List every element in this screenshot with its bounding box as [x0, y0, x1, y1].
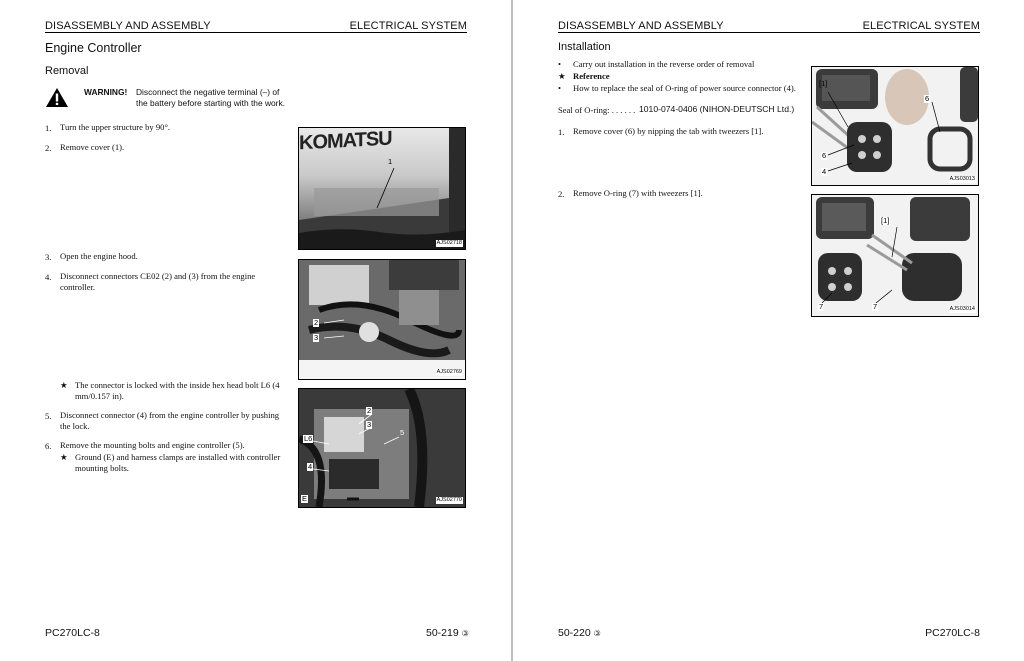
- step-text: Remove the mounting bolts and engine controller (5).: [60, 440, 245, 450]
- footer-model: PC270LC-8: [45, 627, 100, 639]
- step-number: 3.: [45, 252, 52, 262]
- footer-page-number: [558, 627, 601, 639]
- figure-id: AJS02769: [436, 369, 462, 375]
- figure-callout: 3: [314, 333, 319, 342]
- page-number: 50-220: [558, 627, 591, 639]
- figure-engine-controller: [298, 388, 466, 508]
- step-number: 1.: [45, 123, 52, 133]
- subsection-title: Removal: [45, 65, 89, 77]
- figure-engine-controller-image: [299, 389, 465, 507]
- figure-oring-removal-image: [812, 195, 978, 316]
- note-text-line1: The connector is locked with the inside hex head bolt L6 (4: [75, 380, 280, 390]
- figure-cover-removal: [811, 66, 979, 186]
- reference-label: Reference: [573, 71, 610, 81]
- step-number: 1.: [558, 127, 565, 137]
- section-title: Engine Controller: [45, 41, 142, 55]
- header-chapter: DISASSEMBLY AND ASSEMBLY: [45, 20, 211, 32]
- header-rule: [45, 32, 467, 33]
- footer-model: PC270LC-8: [925, 627, 980, 639]
- figure-callout: [1]: [819, 79, 828, 88]
- figure-callout: 6: [822, 151, 827, 160]
- note-text-line2: mounting bolts.: [75, 463, 129, 473]
- note-text-line1: Ground (E) and harness clamps are installed with controller: [75, 452, 281, 462]
- warning-text-line1: Disconnect the negative terminal (–) of: [136, 87, 280, 97]
- step-text: Remove O-ring (7) with tweezers [1].: [573, 188, 703, 198]
- figure-callout: 2: [314, 318, 319, 327]
- header-chapter: DISASSEMBLY AND ASSEMBLY: [558, 20, 724, 32]
- footer-page-number: [426, 627, 469, 639]
- step-text: Remove cover (1).: [60, 142, 125, 152]
- page-50-220: [513, 0, 1024, 661]
- revision-mark: ③: [593, 629, 601, 638]
- machine-brand-text: KOMATSU: [299, 127, 392, 155]
- seal-part-number: 1010-074-0406 (NIHON-DEUTSCH Ltd.): [639, 104, 795, 114]
- step-text-line1: Disconnect connectors CE02 (2) and (3) from the engine: [60, 271, 256, 281]
- figure-callout: 2: [367, 406, 372, 415]
- step-text-line2: controller.: [60, 282, 96, 292]
- step-number: 2.: [45, 143, 52, 153]
- figure-callout: 7: [819, 302, 824, 311]
- warning-icon: [46, 88, 68, 107]
- page-50-219: [0, 0, 511, 661]
- seal-label: Seal of O-ring: . . . . . .: [558, 105, 636, 115]
- figure-callout: 6: [925, 94, 930, 103]
- step-number: 5.: [45, 411, 52, 421]
- bullet-mark: •: [558, 83, 562, 93]
- note-star: ★: [60, 452, 68, 462]
- bullet-text: How to replace the seal of O-ring of power source connector (4).: [573, 83, 796, 93]
- figure-callout: 7: [873, 302, 878, 311]
- step-text: Remove cover (6) by nipping the tab with tweezers [1].: [573, 126, 764, 136]
- warning-text-line2: the battery before starting with the work.: [136, 98, 285, 108]
- note-star: ★: [60, 380, 68, 390]
- figure-callout: 5: [400, 428, 405, 437]
- header-section: ELECTRICAL SYSTEM: [862, 20, 980, 32]
- header-rule: [558, 32, 980, 33]
- section-title: Installation: [558, 41, 611, 53]
- bullet-text: Carry out installation in the reverse order of removal: [573, 59, 755, 69]
- figure-id: AJS03013: [949, 176, 975, 182]
- bullet-mark: •: [558, 59, 562, 69]
- figure-oring-removal: [811, 194, 979, 317]
- note-text-line2: mm/0.157 in).: [75, 391, 124, 401]
- revision-mark: ③: [461, 629, 469, 638]
- bullet-mark: ★: [558, 71, 566, 81]
- figure-callout: 4: [308, 462, 313, 471]
- figure-callout: 4: [822, 167, 827, 176]
- step-text: Turn the upper structure by 90°.: [60, 122, 171, 132]
- step-number: 4.: [45, 272, 52, 282]
- figure-cover-removal-image: [812, 67, 978, 185]
- warning-label: WARNING!: [84, 87, 128, 97]
- figure-callout: 3: [367, 420, 372, 429]
- figure-id: AJS03014: [949, 306, 975, 312]
- figure-id: AJS02770: [436, 497, 462, 503]
- figure-callout: [1]: [881, 216, 890, 225]
- figure-callout: L6: [304, 434, 313, 443]
- header-section: ELECTRICAL SYSTEM: [349, 20, 467, 32]
- figure-engine-cover: [298, 127, 466, 250]
- step-text-line1: Disconnect connector (4) from the engine controller by pushing: [60, 410, 280, 420]
- figure-connectors-image: [299, 260, 465, 379]
- figure-callout: 1: [388, 157, 393, 166]
- page-number: 50-219: [426, 627, 459, 639]
- step-number: 6.: [45, 441, 52, 451]
- figure-connectors: [298, 259, 466, 380]
- figure-callout: E: [302, 494, 308, 503]
- step-text-line2: the lock.: [60, 421, 90, 431]
- step-text: Open the engine hood.: [60, 251, 138, 261]
- step-number: 2.: [558, 189, 565, 199]
- figure-id: AJS02718: [436, 240, 462, 246]
